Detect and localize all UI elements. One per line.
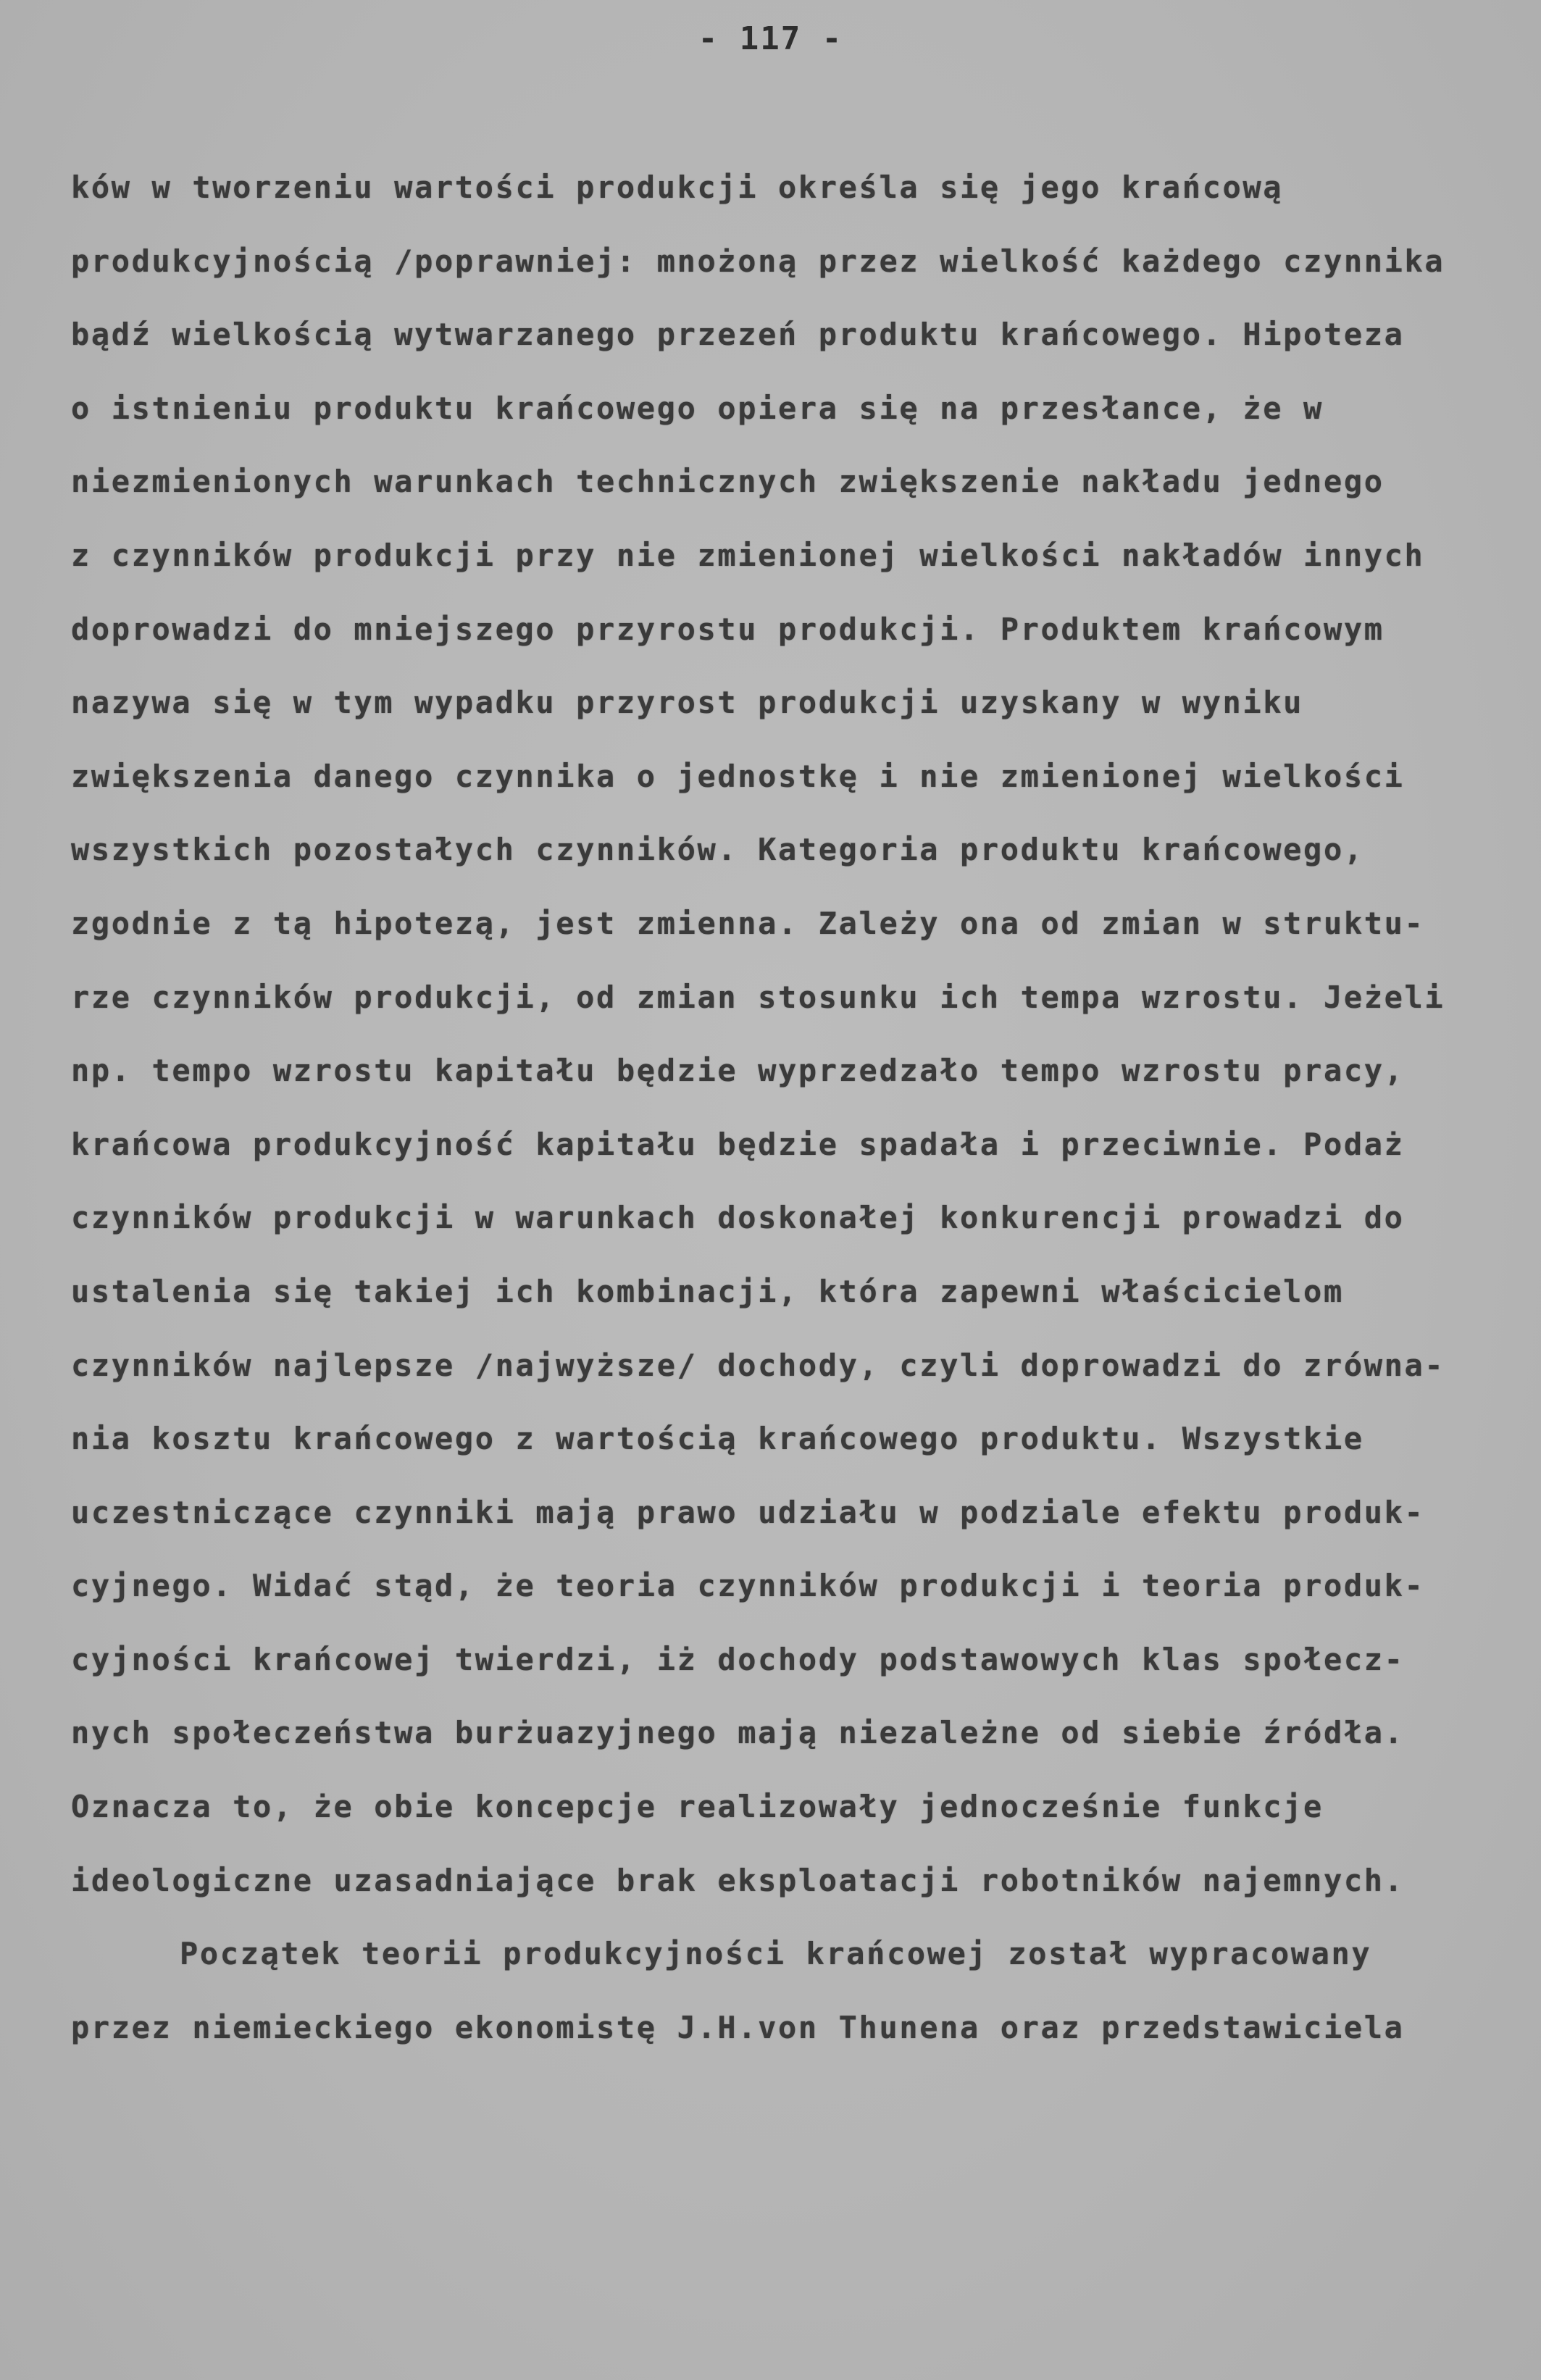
text-line: ustalenia się takiej ich kombinacji, która zapewni właścicielom [71, 1273, 1344, 1309]
text-line: wszystkich pozostałych czynników. Kategoria produktu krańcowego, [71, 832, 1364, 868]
text-line: zgodnie z tą hipotezą, jest zmienna. Zależy ona od zmian w struktu- [71, 905, 1425, 941]
text-line: o istnieniu produktu krańcowego opiera się na przesłance, że w [71, 390, 1324, 426]
text-line: rze czynników produkcji, od zmian stosunku ich tempa wzrostu. Jeżeli [71, 979, 1445, 1015]
text-line: uczestniczące czynniki mają prawo udziału w podziale efektu produk- [71, 1494, 1425, 1530]
text-line: cyjności krańcowej twierdzi, iż dochody podstawowych klas społecz- [71, 1641, 1405, 1677]
page-number: - 117 - [698, 20, 843, 57]
text-line: czynników najlepsze /najwyższe/ dochody, czyli doprowadzi do zrówna- [71, 1347, 1445, 1383]
paragraph-start-line: Początek teorii produkcyjności krańcowej został wypracowany [180, 1936, 1372, 1972]
text-line: doprowadzi do mniejszego przyrostu produkcji. Produktem krańcowym [71, 611, 1385, 647]
text-line: krańcowa produkcyjność kapitału będzie spadała i przeciwnie. Podaż [71, 1126, 1405, 1162]
text-line: nia kosztu krańcowego z wartością krańcowego produktu. Wszystkie [71, 1421, 1364, 1457]
text-line: czynników produkcji w warunkach doskonałej konkurencji prowadzi do [71, 1200, 1405, 1236]
text-line: np. tempo wzrostu kapitału będzie wyprzedzało tempo wzrostu pracy, [71, 1053, 1405, 1089]
body-text [71, 151, 1527, 2064]
text-line: niezmienionych warunkach technicznych zwiększenie nakładu jednego [71, 464, 1385, 500]
text-line: ideologiczne uzasadniające brak eksploatacji robotników najemnych. [71, 1862, 1405, 1898]
text-line: ków w tworzeniu wartości produkcji określa się jego krańcową [71, 170, 1284, 205]
text-line: nazywa się w tym wypadku przyrost produkcji uzyskany w wyniku [71, 685, 1304, 721]
text-line: nych społeczeństwa burżuazyjnego mają niezależne od siebie źródła. [71, 1715, 1405, 1751]
text-line: cyjnego. Widać stąd, że teoria czynników produkcji i teoria produk- [71, 1568, 1425, 1604]
text-line: produkcyjnością /poprawniej: mnożoną przez wielkość każdego czynnika [71, 243, 1445, 279]
text-line: zwiększenia danego czynnika o jednostkę i nie zmienionej wielkości [71, 758, 1405, 794]
text-line: przez niemieckiego ekonomistę J.H.von Thunena oraz przedstawiciela [71, 2009, 1405, 2045]
text-line: bądź wielkością wytwarzanego przezeń produktu krańcowego. Hipoteza [71, 317, 1405, 353]
text-line: Oznacza to, że obie koncepcje realizowały jednocześnie funkcje [71, 1789, 1324, 1825]
text-line: z czynników produkcji przy nie zmienionej wielkości nakładów innych [71, 537, 1425, 573]
